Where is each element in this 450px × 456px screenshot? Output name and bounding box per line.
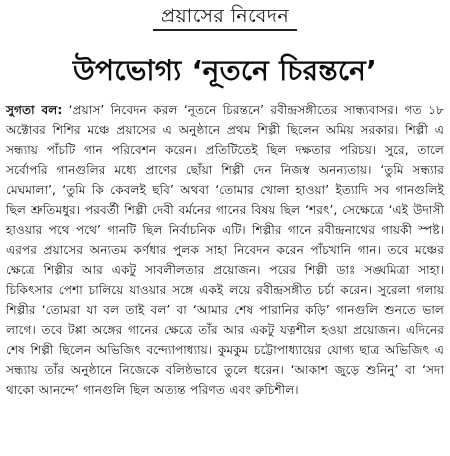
article-body: [6, 100, 444, 400]
section-kicker: প্রয়াসের নিবেদন: [153, 4, 297, 31]
article-headline: উপভোগ্য ‘নূতনে চিরন্তনে’: [72, 54, 378, 87]
kicker-container: [0, 4, 450, 31]
article-body-text: ‘প্রয়াস’ নিবেদন করল ‘নূতনে চিরন্তনে’ রবীন্দ্রসঙ্গীতের সান্ধ্যবাসর। গত ১৮ অক্টোবর শিশির মঞ্চে প্রয়াসের এ অনুষ্ঠানে প্রথম শিল্পী ছিলেন অমিয় সরকার। শিল্পী এ সন্ধ্যায় পাঁচটি গান পরিবেশন করেন। প্রতিটিতেই ছিল দক্ষতার পরিচয়। সুরে, তালে সর্বোপরি গানগুলির মধ্যে প্রাণের ছোঁয়া শিল্পী দেন নিজস্ব অনন্যতায়। ‘তুমি সন্ধ্যার মেঘমালা’, ‘তুমি কি কেবলই ছবি’ অথবা ‘তোমার খোলা হাওয়া’ ইত্যাদি সব গানগুলিই ছিল শ্রুতিমধুর। পরবর্তী শিল্পী দেবী বর্মনের গানের বিষয় ছিল ‘শরৎ’, সেক্ষেত্রে ‘এই উদাসী হাওয়ার পথে পথে’ গানটি ছিল নির্বাচনিক এটি। শিল্পীর গানে রবীন্দ্রনাথের গায়কী স্পষ্ট। এরপর প্রয়াসের অন্যতম কর্ণধার পুলক সাহা নিবেদন করেন পাঁচখানি গান। তবে মঞ্চের ক্ষেত্রে শিল্পীর আর একটু সাবলীলতার প্রয়োজন। পরের শিল্পী ডাঃ সঙ্ঘমিত্রা সাহা। চিকিৎসার পেশা চালিয়ে যাওয়ার সঙ্গে একই লয়ে রবীন্দ্রসঙ্গীত চর্চা করেন। সুরেলা গলায় শিল্পীর ‘তোমরা যা বল তাই বল’ বা ‘আমার শেষ পারানির কড়ি’ গানগুলি শুনতে ভাল লাগে। তবে টপ্পা অঙ্গের গানের ক্ষেত্রে তাঁর আর একটু যত্নশীল হওয়া প্রয়োজন। এদিনের শেষ শিল্পী ছিলেন অভিজিৎ বন্দ্যোপাধ্যায়। কুমকুম চট্টোপাধ্যায়ের যোগ্য ছাত্র অভিজিৎ এ সন্ধ্যায় তাঁর অনুষ্ঠানে নিজেকে বলিষ্ঠভাবে তুলে ধরেন। ‘আকাশ জুড়ে শুনিনু’ বা ‘সদা থাকো আনন্দে’ গানগুলি ছিল অত্যন্ত পরিণত এবং রুচিশীল।: [6, 103, 445, 397]
author-byline: সুগতা বল:: [6, 103, 63, 117]
